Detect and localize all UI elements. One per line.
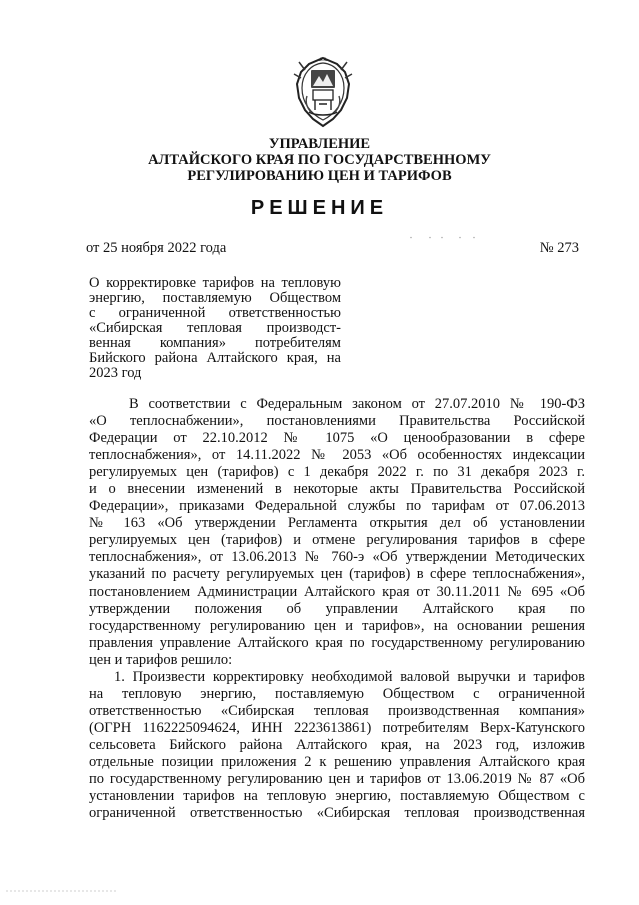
body-line: В соответствии с Федеральным законом от 27.07.2010 № 190-ФЗ: [129, 396, 585, 412]
body-line: теплоснабжения», от 14.11.2022 № 2053 «Об особенностях индексации: [89, 447, 585, 464]
body-line: указаний по расчету регулируемых цен (тарифов) в сфере теплоснабжения»,: [89, 566, 585, 583]
header-line-2: АЛТАЙСКОГО КРАЯ ПО ГОСУДАРСТВЕННОМУ: [148, 152, 491, 168]
body-line: (ОГРН 1162225094624, ИНН 2223613861) потребителям Верх-Катунского: [89, 719, 585, 736]
subject-line: 2023 год: [89, 365, 142, 381]
header-line-1: УПРАВЛЕНИЕ: [268, 136, 371, 152]
subject-line: Бийского района Алтайского края, на: [89, 350, 341, 366]
body-line: правления управление Алтайского края по государственному регулированию: [89, 634, 585, 651]
altai-krai-coat-of-arms-emblem: [291, 56, 355, 128]
body-line: государственному регулированию цен и тарифов», на основании решения: [89, 617, 585, 634]
body-line: постановлением Администрации Алтайского края от 30.11.2011 № 695 «Об: [89, 583, 585, 600]
body-line: и о внесении изменений в некоторые акты Правительства Российской: [89, 481, 585, 498]
document-body: [89, 396, 585, 822]
body-line: на тепловую энергию, поставляемую Обществом с ограниченной: [89, 685, 585, 702]
body-line: ограниченной ответственностью «Сибирская тепловая производственная: [89, 805, 585, 822]
document-number: № 273: [539, 240, 579, 256]
header-line-3: РЕГУЛИРОВАНИЮ ЦЕН И ТАРИФОВ: [187, 168, 452, 184]
document-type-title: РЕШЕНИЕ: [250, 197, 389, 219]
body-line: сельсовета Бийского района Алтайского края, на 2023 год, изложив: [89, 736, 585, 753]
body-line: ответственностью «Сибирская тепловая производственная компания»: [89, 702, 585, 719]
body-line: № 163 «Об утверждении Регламента открытия дел об установлении: [89, 515, 585, 532]
body-line: теплоснабжения», от 13.06.2013 № 760-э «Об утверждении Методических: [89, 549, 585, 566]
body-line: утверждении положения об управлении Алтайского края по: [89, 600, 585, 617]
body-line: по государственному регулированию цен и тарифов от 13.06.2019 № 87 «Об: [89, 771, 585, 788]
subject-line: с ограниченной ответственностью: [89, 305, 341, 321]
body-line: Федерации от 22.10.2012 № 1075 «О ценообразовании в сфере: [89, 430, 585, 447]
body-line: Федерации», приказами Федеральной службы по тарифам от 07.06.2013: [89, 498, 585, 515]
scan-artifact: [408, 236, 478, 239]
document-date: от 25 ноября 2022 года: [86, 240, 227, 256]
body-line: отдельные позиции приложения 2 к решению управления Алтайского края: [89, 753, 585, 770]
body-line: 1. Произвести корректировку необходимой валовой выручки и тарифов: [114, 668, 585, 685]
subject-line: «Сибирская тепловая производст-: [89, 320, 341, 336]
body-line: «О теплоснабжении», постановлениями Правительства Российской: [89, 413, 585, 430]
subject-line: энергию, поставляемую Обществом: [89, 290, 341, 306]
body-line: регулируемых цен (тарифов) и отмене регулирования тарифов в сфере: [89, 532, 585, 549]
scan-artifact: [6, 890, 116, 892]
body-line: регулируемых цен (тарифов) с 1 декабря 2022 г. по 31 декабря 2023 г.: [89, 464, 585, 481]
issuing-authority-header: [0, 136, 639, 184]
body-line: цен и тарифов решило:: [89, 651, 233, 668]
body-line: установлении тарифов на тепловую энергию, поставляемую Обществом с: [89, 788, 585, 805]
subject-line: О корректировке тарифов на тепловую: [89, 275, 341, 291]
document-subject: [89, 276, 341, 381]
subject-line: венная компания» потребителям: [89, 335, 341, 351]
